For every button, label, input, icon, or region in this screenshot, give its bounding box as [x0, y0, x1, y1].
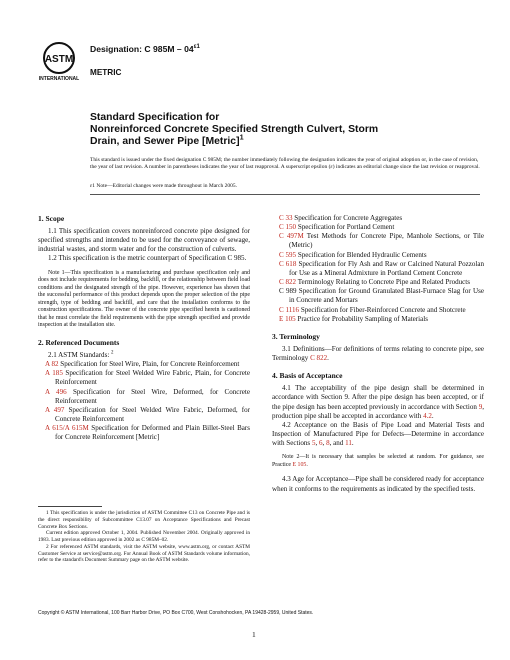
right-column: [272, 214, 484, 494]
reference-title: Test Methods for Concrete Pipe, Manhole Sections, or Tile (Metric): [289, 232, 484, 250]
reference-item: [272, 232, 484, 250]
footnote: 2 For referenced ASTM standards, visit the ASTM website, www.astm.org, or contact ASTM Customer Service at service@astm.org. For Annual Book of ASTM Standards volume information, refer to the standard's Document Summary page on the ASTM website.: [38, 543, 250, 564]
reference-code-link[interactable]: A 496: [45, 387, 67, 396]
reference-item: [272, 251, 484, 260]
paragraph: 1.1 This specification covers nonreinforced concrete pipe designed for specified strengths and intended to be used for the conveyance of sewage, industrial wastes, and storm water and for the construction of culverts.: [38, 227, 250, 254]
reference-item: [272, 315, 484, 324]
reference-title: Specification for Concrete Aggregates: [294, 214, 403, 222]
reference-code-link[interactable]: C 595: [279, 250, 297, 259]
reference-title: Specification for Steel Wire, Plain, for Concrete Reinforcement: [60, 360, 240, 369]
reference-link[interactable]: 4.2: [423, 411, 432, 420]
footnotes: [38, 510, 250, 564]
paragraph: 2.1 ASTM Standards: $^2$: [48, 350, 114, 359]
editorial-note: ε1 Note—Editorial changes were made throughout in March 2005.: [90, 183, 237, 189]
left-column: [38, 214, 250, 443]
reference-title: Specification for Portland Cement: [297, 223, 395, 232]
paragraph: 3.1 Definitions—For definitions of terms relating to concrete pipe, see Terminology C 822.: [272, 344, 484, 363]
reference-item: [272, 278, 484, 287]
reference-code-link[interactable]: C 497M: [279, 232, 304, 241]
reference-code-link[interactable]: C 33: [279, 214, 293, 222]
reference-title: Specification for Fly Ash and Raw or Calcined Natural Pozzolan for Use as a Mineral Admixture in Portland Cement Concrete: [289, 259, 484, 277]
copyright: Copyright © ASTM International, 100 Barr Harbor Drive, PO Box C700, West Conshohocken, PA 19428-2959, United States.: [38, 610, 314, 616]
reference-item: [38, 388, 250, 406]
footnote: Current edition approved October 1, 2004. Published November 2004. Originally approved in 1983. Last previous edition approved in 2002 as C 985M–02.: [38, 530, 250, 543]
reference-code-link[interactable]: A 615/A 615M: [45, 424, 89, 433]
reference-code-link[interactable]: C 989: [279, 287, 297, 296]
section-heading: 1. Scope: [38, 214, 65, 223]
note: Note 2—It is necessary that samples be selected at random. For guidance, see Practice E 105.: [272, 454, 484, 468]
metric-label: METRIC: [90, 68, 122, 77]
svg-text:ASTM: ASTM: [44, 54, 74, 65]
reference-code-link[interactable]: A 185: [45, 369, 63, 378]
reference-item: [38, 360, 250, 369]
reference-code-link[interactable]: C 150: [279, 223, 297, 232]
reference-title: Specification for Ground Granulated Blast-Furnace Slag for Use in Concrete and Mortars: [289, 287, 484, 305]
reference-code-link[interactable]: C 618: [279, 259, 297, 268]
reference-link[interactable]: 8: [326, 439, 330, 448]
page-number: 1: [252, 630, 256, 639]
footnote-divider: [38, 506, 102, 507]
paragraph: 4.1 The acceptability of the pipe design shall be determined in accordance with Section 9. After the pipe design has been accepted, or if the pipe design has been accepted previously in accordance with Section 9, production pipe shall be accepted in accordance with 4.2.: [272, 384, 484, 420]
reference-link[interactable]: E 105: [292, 461, 307, 468]
reference-item: [272, 306, 484, 315]
reference-title: Practice for Probability Sampling of Materials: [297, 314, 428, 323]
reference-code-link[interactable]: E 105: [279, 314, 296, 323]
reference-title: Terminology Relating to Concrete Pipe and Related Products: [297, 278, 471, 287]
reference-title: Specification for Deformed and Plain Billet-Steel Bars for Concrete Reinforcement [Metric]: [55, 424, 250, 442]
divider: [90, 194, 480, 195]
reference-title: Specification for Steel Welded Wire Fabric, Deformed, for Concrete Reinforcement: [55, 405, 250, 424]
section-heading: 3. Terminology: [272, 331, 320, 341]
reference-code-link[interactable]: C 822: [279, 278, 297, 287]
reference-link[interactable]: 6: [319, 439, 323, 448]
reference-code-link[interactable]: A 82: [45, 360, 59, 369]
page-title: Standard Specification for Nonreinforced Concrete Specified Strength Culvert, Storm Drain, and Sewer Pipe [Metric]$^1$: [90, 112, 379, 147]
astm-logo: [38, 40, 80, 82]
reference-code-link[interactable]: C 1116: [279, 305, 300, 314]
reference-item: [38, 406, 250, 424]
paragraph: 4.2 Acceptance on the Basis of Pipe Load and Material Tests and Inspection of Manufactured Pipe for Defects—Determine in accordance with Sections 5, 6, 8, and 11.: [272, 420, 484, 448]
reference-code-link[interactable]: A 497: [45, 405, 65, 414]
reference-title: Specification for Blended Hydraulic Cements: [297, 250, 427, 259]
reference-link[interactable]: 5: [311, 439, 316, 448]
paragraph: 1.2 This specification is the metric counterpart of Specification C 985.: [48, 254, 247, 263]
reference-item: [272, 260, 484, 278]
reference-list: [272, 214, 484, 324]
note: Note 1—This specification is a manufacturing and purchase specification only and does not include requirements for bedding, backfill, or the relationship between field load conditions and the designated strength of the pipe. However, experience has shown that the successful performance of this product depends upon the proper selection of the pipe strength, type of bedding and backfill, and care that the installation conforms to the construction specifications. The owner of the concrete pipe specified herein is cautioned that he must correlate the field requirements with the pipe strength specified and provide inspection at the installation site.: [38, 269, 250, 329]
reference-link[interactable]: C 822: [310, 354, 328, 363]
reference-title: Specification for Steel Welded Wire Fabric, Plain, for Concrete Reinforcement: [55, 369, 250, 387]
reference-title: Specification for Fiber-Reinforced Concrete and Shotcrete: [300, 305, 466, 314]
reference-title: Specification for Steel Wire, Deformed, for Concrete Reinforcement: [55, 387, 250, 405]
paragraph: 4.3 Age for Acceptance—Pipe shall be considered ready for acceptance when it conforms to the requirements as indicated by the specified tests.: [272, 475, 484, 493]
reference-link[interactable]: 9: [478, 402, 483, 411]
reference-list: [38, 360, 250, 442]
footnote: 1 This specification is under the jurisdiction of ASTM Committee C13 on Concrete Pipe and is the direct responsibility of Subcommittee C13.07 on Acceptance Specifications and Precast Concrete Box Sections.: [38, 510, 250, 530]
reference-item: [38, 369, 250, 387]
svg-text:INTERNATIONAL: INTERNATIONAL: [38, 76, 80, 82]
reference-item: [272, 223, 484, 232]
reference-item: [272, 214, 484, 223]
section-heading: 4. Basis of Acceptance: [272, 371, 343, 381]
reference-item: [272, 287, 484, 305]
reference-item: [38, 424, 250, 442]
reference-link[interactable]: 11: [345, 439, 352, 448]
section-heading: 2. Referenced Documents: [38, 338, 120, 347]
issuance-statement: This standard is issued under the fixed designation C 985M; the number immediately following the designation indicates the year of original adoption or, in the case of revision, the year of last revision. A number in parentheses indicates the year of last reapproval. A superscript epsilon (ε) indicates an editorial change since the last revision or reapproval.: [90, 157, 480, 170]
designation: Designation: C $985M - 04^{\varepsilon 1}$: [90, 44, 200, 54]
